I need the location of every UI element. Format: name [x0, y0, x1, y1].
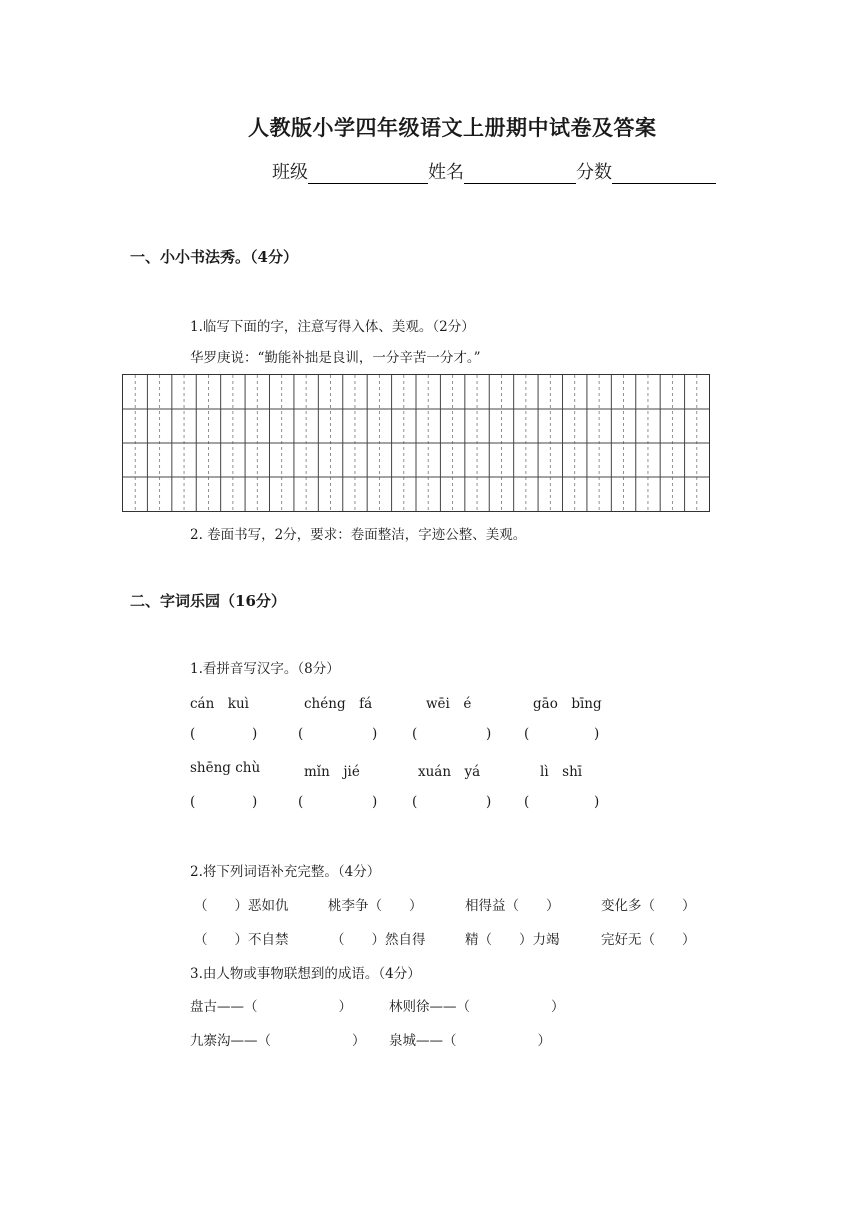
- grid-lines: [123, 375, 709, 511]
- student-info-line: [272, 158, 716, 184]
- assoc-1[interactable]: 盘古——（ ）: [190, 999, 352, 1015]
- score-label: 分数: [576, 162, 612, 183]
- pinyin-answer-row-1[interactable]: ( ) ( ) ( ) ( ): [190, 726, 600, 742]
- idiom-5[interactable]: （ ）不自禁: [194, 932, 289, 948]
- assoc-4[interactable]: 泉城——（ ）: [389, 1033, 551, 1049]
- section1-heading: 一、小小书法秀。（4分）: [130, 248, 298, 266]
- idiom-2[interactable]: 桃李争（ ）: [328, 898, 423, 914]
- idiom-8[interactable]: 完好无（ ）: [601, 932, 696, 948]
- idiom-6[interactable]: （ ）然自得: [331, 932, 426, 948]
- class-label: 班级: [272, 162, 308, 183]
- pinyin-item-5: shēng chù: [190, 760, 261, 776]
- idiom-3[interactable]: 相得益（ ）: [465, 898, 560, 914]
- pinyin-answer-row-2[interactable]: ( ) ( ) ( ) ( ): [190, 794, 600, 810]
- pinyin-item-4: gāo bīng: [533, 696, 602, 712]
- pinyin-item-7: xuán yá: [418, 764, 481, 780]
- section2-q1: 1.看拼音写汉字。（8分）: [190, 661, 340, 677]
- idiom-4[interactable]: 变化多（ ）: [601, 898, 696, 914]
- score-blank[interactable]: [612, 163, 716, 184]
- pinyin-item-2: chéng fá: [304, 696, 373, 712]
- assoc-2[interactable]: 林则徐——（ ）: [389, 999, 565, 1015]
- idiom-7[interactable]: 精（ ）力竭: [465, 932, 560, 948]
- idiom-1[interactable]: （ ）恶如仇: [194, 898, 289, 914]
- section1-q2: 2. 卷面书写，2分，要求：卷面整洁，字迹公整、美观。: [190, 527, 527, 543]
- name-label: 姓名: [428, 162, 464, 183]
- calligraphy-grid[interactable]: [122, 374, 710, 512]
- page-title: 人教版小学四年级语文上册期中试卷及答案: [248, 115, 657, 140]
- pinyin-item-6: mǐn jié: [304, 764, 360, 780]
- name-blank[interactable]: [464, 163, 576, 184]
- class-blank[interactable]: [308, 163, 428, 184]
- assoc-3[interactable]: 九寨沟——（ ）: [190, 1033, 366, 1049]
- pinyin-item-8: lì shī: [540, 764, 583, 780]
- section1-q1: 1.临写下面的字，注意写得入体、美观。（2分）: [190, 319, 475, 335]
- section2-q3: 3.由人物或事物联想到的成语。（4分）: [190, 966, 421, 982]
- section2-heading: 二、字词乐园（16分）: [130, 592, 286, 610]
- pinyin-item-3: wēi é: [426, 696, 472, 712]
- section2-q2: 2.将下列词语补充完整。（4分）: [190, 864, 381, 880]
- pinyin-item-1: cán kuì: [190, 696, 249, 712]
- calligraphy-quote: 华罗庚说：“勤能补拙是良训，一分辛苦一分才。”: [190, 350, 481, 366]
